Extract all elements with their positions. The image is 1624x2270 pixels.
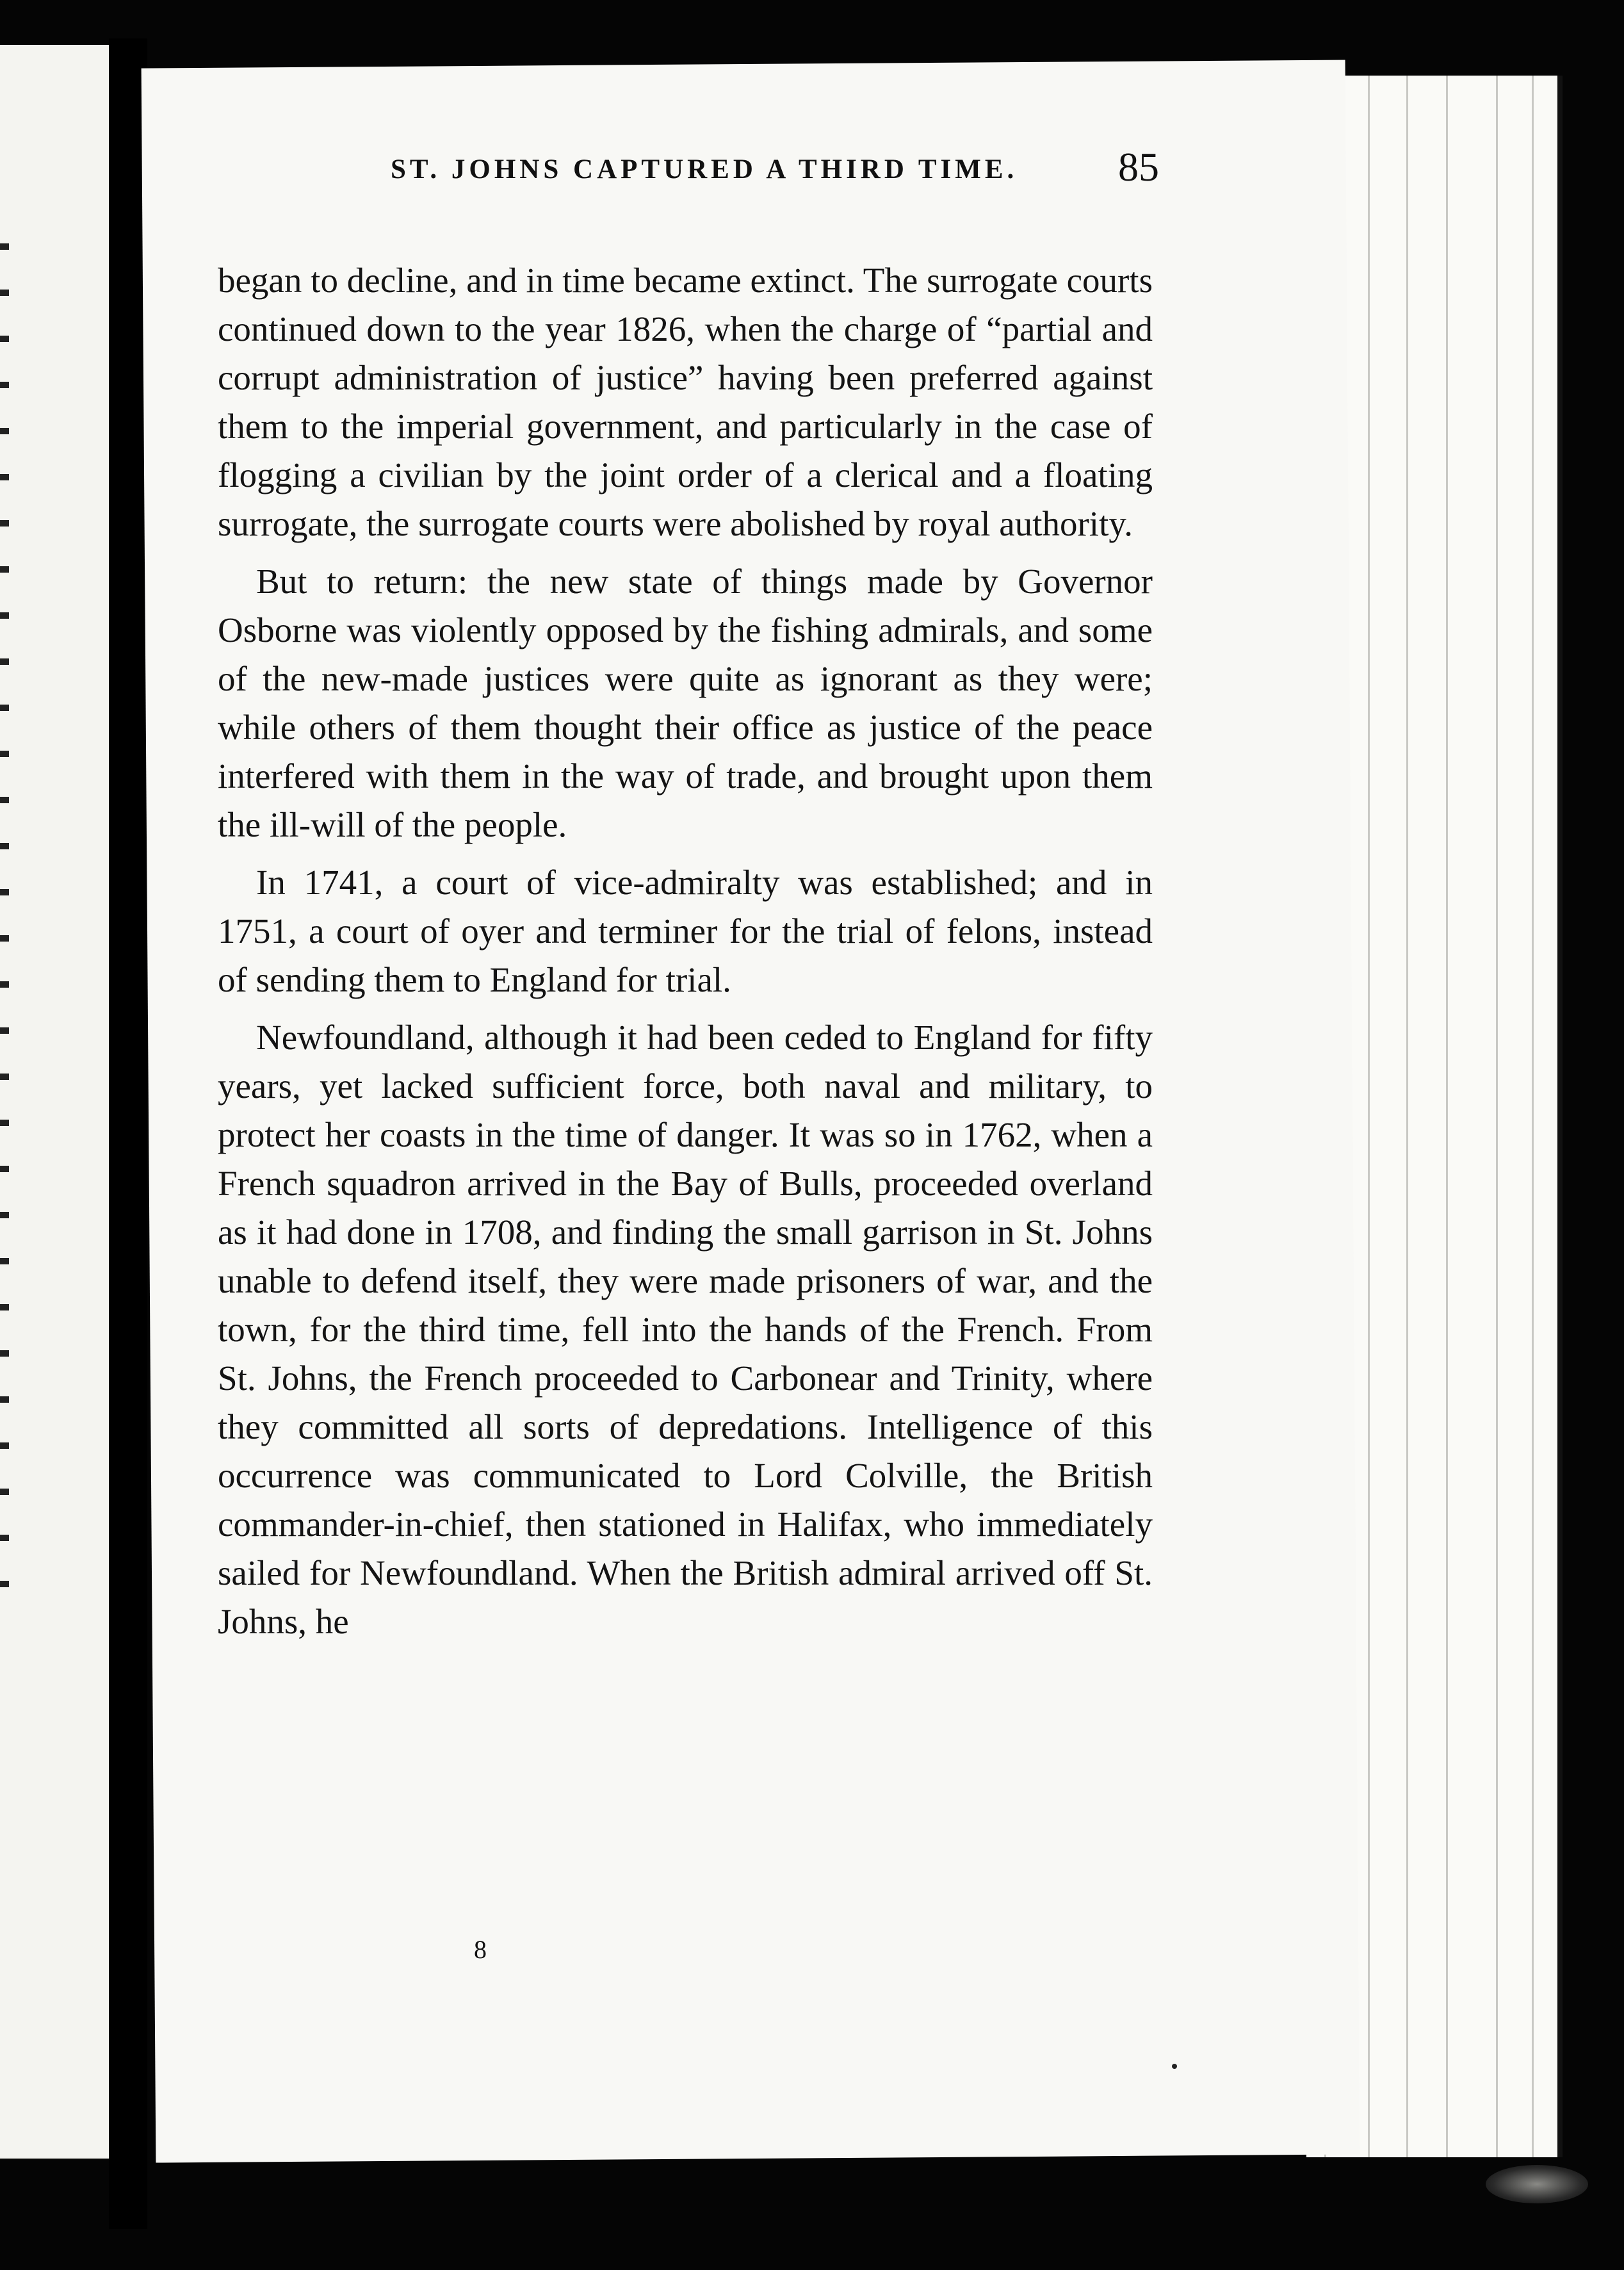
signature-mark: 8 [474, 1935, 487, 1964]
running-title: ST. JOHNS CAPTURED A THIRD TIME. [391, 154, 1018, 184]
corner-debris [1486, 2165, 1588, 2203]
page-number: 85 [1118, 144, 1159, 190]
body-text [218, 256, 1153, 1646]
page-speck [1172, 2064, 1177, 2069]
book-gutter [109, 38, 147, 2229]
paragraph-3: In 1741, a court of vice-admiralty was established; and in 1751, a court of oyer and terminer for the trial of felons, instead of sending them to England for trial. [218, 863, 1153, 999]
running-header [237, 135, 1185, 205]
paragraph-1: began to decline, and in time became extinct. The surrogate courts continued down to the year 1826, when the charge of “partial and corrupt administration of justice” having been preferred against them to the imperial government, and particularly in the case of flogging a civilian by the joint order of a clerical and a floating surrogate, the surrogate courts were abolished by royal authority. [218, 261, 1153, 543]
left-page-text-fragments [0, 243, 26, 1909]
paragraph-4: Newfoundland, although it had been ceded to England for fifty years, yet lacked sufficient force, both naval and military, to protect her coasts in the time of danger. It was so in 1762, when a French squadron arrived in the Bay of Bulls, proceeded overland as it had done in 1708, and finding the small garrison in St. Johns unable to defend itself, they were made prisoners of war, and the town, for the third time, fell into the hands of the French. From St. Johns, the French proceeded to Carbonear and Trinity, where they committed all sorts of depredations. Intelligence of this occurrence was communicated to Lord Colville, the British commander-in-chief, then stationed in Halifax, who immediately sailed for Newfoundland. When the British admiral arrived off St. Johns, he [218, 1018, 1153, 1641]
paragraph-2: But to return: the new state of things made by Governor Osborne was violently opposed by the fishing admirals, and some of the new-made justices were quite as ignorant as they were; while others of them thought their office as justice of the peace interfered with them in the way of trade, and brought upon them the ill-will of the people. [218, 562, 1153, 844]
